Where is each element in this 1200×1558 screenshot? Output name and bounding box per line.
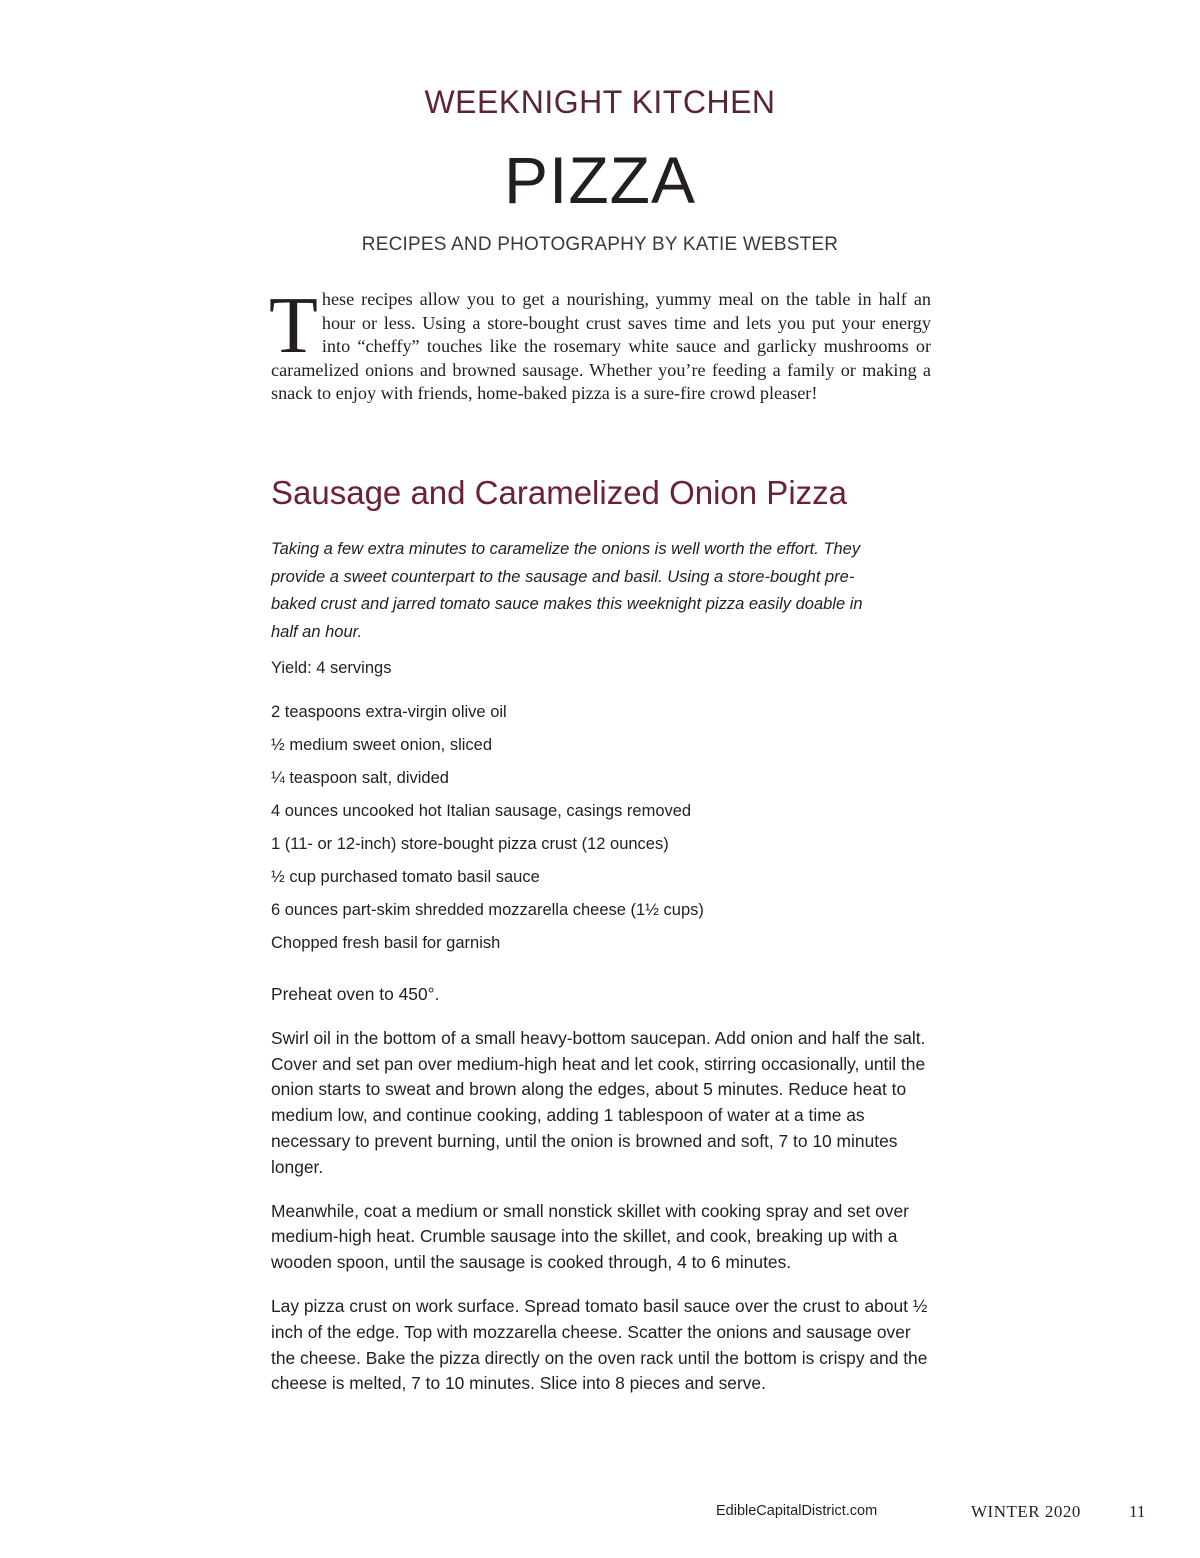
page-number: 11	[1129, 1502, 1146, 1521]
recipe-title: Sausage and Caramelized Onion Pizza	[271, 474, 848, 511]
byline: RECIPES AND PHOTOGRAPHY BY KATIE WEBSTER	[361, 234, 839, 255]
recipe-description: Taking a few extra minutes to caramelize the onions is well worth the effort. They provide a sweet counterpart to the sausage and basil. Using a store-bought pre-baked crust and jarred tomato sauce makes this weeknight pizza easily doable in half an hour.	[271, 540, 863, 641]
ingredient-item: ½ medium sweet onion, sliced	[271, 736, 493, 754]
ingredient-item: 1 (11- or 12-inch) store-bought pizza crust (12 ounces)	[271, 835, 669, 853]
direction-step: Swirl oil in the bottom of a small heavy-bottom saucepan. Add onion and half the salt. Cover and set pan over medium-high heat and let cook, stirring occasionally, until the onion starts to sweat and brown along the edges, about 5 minutes. Reduce heat to medium low, and continue cooking, adding 1 tablespoon of water at a time as necessary to prevent burning, until the onion is browned and soft, 7 to 10 minutes longer.	[271, 1027, 926, 1177]
page-title: PIZZA	[503, 143, 696, 217]
ingredient-item: 4 ounces uncooked hot Italian sausage, casings removed	[271, 802, 692, 820]
footer-issue: WINTER 2020	[971, 1502, 1081, 1521]
ingredient-list	[271, 700, 931, 964]
ingredient-item: 2 teaspoons extra-virgin olive oil	[271, 703, 507, 721]
direction-step: Meanwhile, coat a medium or small nonstick skillet with cooking spray and set over medium-high heat. Crumble sausage into the skillet, and cook, breaking up with a wooden spoon, until the sausage is cooked through, 4 to 6 minutes.	[271, 1200, 909, 1273]
directions	[271, 982, 936, 1415]
direction-step: Preheat oven to 450°.	[271, 984, 440, 1004]
ingredient-item: ½ cup purchased tomato basil sauce	[271, 868, 540, 886]
ingredient-item: ¼ teaspoon salt, divided	[271, 769, 449, 787]
intro-text: hese recipes allow you to get a nourishing, yummy meal on the table in half an hour or less. Using a store-bought crust saves time and lets you put your energy into “cheffy” touches like the rosemary white sauce and garlicky mushrooms or caramelized onions and browned sausage. Whether you’re feeding a family or making a snack to enjoy with friends, home-baked pizza is a sure-fire crowd pleaser!	[271, 289, 931, 404]
section-kicker: WEEKNIGHT KITCHEN	[424, 84, 776, 120]
drop-cap: T	[269, 282, 318, 370]
ingredient-item: Chopped fresh basil for garnish	[271, 934, 501, 952]
intro-paragraph	[269, 282, 931, 406]
footer-website: EdibleCapitalDistrict.com	[716, 1503, 878, 1519]
ingredient-item: 6 ounces part-skim shredded mozzarella cheese (1½ cups)	[271, 901, 704, 919]
direction-step: Lay pizza crust on work surface. Spread tomato basil sauce over the crust to about ½ inch of the edge. Top with mozzarella cheese. Scatter the onions and sausage over the cheese. Bake the pizza directly on the oven rack until the bottom is crispy and the cheese is melted, 7 to 10 minutes. Slice into 8 pieces and serve.	[271, 1295, 928, 1394]
recipe-yield: Yield: 4 servings	[271, 659, 392, 677]
